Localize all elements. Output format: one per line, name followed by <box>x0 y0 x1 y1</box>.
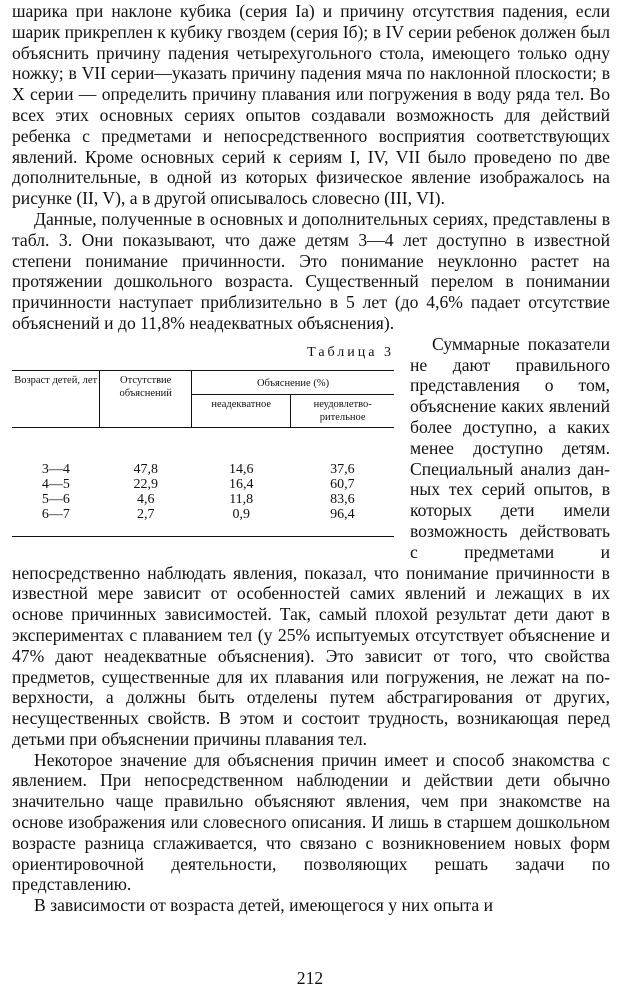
cell-unsatisfactory: 83,6 <box>330 491 355 507</box>
cell-absence: 22,9 <box>133 476 158 492</box>
header-unsatisfactory: неудовлетво-рительное <box>291 394 394 427</box>
table-row <box>12 507 394 537</box>
cell-unsatisfactory: 60,7 <box>330 476 355 492</box>
paragraph-3: Суммарные показатели не дают правильного представления о том, объяснение каких явлений более доступно, а каких менее доступно детям. Специальный анализ данных тех серий опытов, в которых дети имели возможность действовать с предметами и непосредственно наблюдать явления, показал, что понимание причинности в известной мере зависит от особенностей самих явлений и лежащих в их основе причинных зависимостей. Так, самый плохой результат дети дают в экспериментах с плаванием тел (у 25% испытуемых отсутствует объяснение и 47% дают неадекватные объяснения). Это зависит от того, что свойства предметов, существенные для их плавания или погружения, не лежат на поверхности, а должны быть отделены путем абстрагирования от других, несущественных свойств. В этом и состоит трудность, возникающая перед детьми при объяснении причины плавания тел. <box>12 333 610 749</box>
paragraph-4: Некоторое значение для объяснения причин имеет и способ знакомства с явлением. При непосредственном наблюдении и действии дети обычно значительно чаще правильно объясняют явления, чем при знакомстве на основе изображения или словесного описания. И лишь в старшем дошкольном возрасте разница сглаживается, что связано с возникновением новых форм ориентировочной деятельности, позволяющих решать задачи по представлению. <box>12 749 610 895</box>
cell-inadequate: 14,6 <box>228 461 254 477</box>
cell-inadequate: 0,9 <box>192 507 291 537</box>
table-row <box>12 477 394 492</box>
paragraph-5: В зависимости от возраста детей, имеющегося у них опыта и <box>34 895 494 916</box>
cell-age: 6—7 <box>12 507 100 537</box>
cell-inadequate: 11,8 <box>229 491 254 507</box>
page-number: 212 <box>296 968 324 988</box>
table-row <box>12 427 394 477</box>
header-inadequate: неадекватное <box>192 394 291 427</box>
cell-absence: 4,6 <box>136 491 155 507</box>
cell-absence: 47,8 <box>133 461 158 477</box>
header-explanation-group: Объяснение (%) <box>192 370 394 394</box>
header-age: Возраст детей, лет <box>12 370 100 427</box>
table-3 <box>12 344 394 537</box>
cell-unsatisfactory: 37,6 <box>330 461 355 477</box>
cell-age: 4—5 <box>41 476 70 492</box>
cell-age: 5—6 <box>41 491 70 507</box>
cell-inadequate: 16,4 <box>228 476 254 492</box>
paragraph-1: шарика при наклоне кубика (серия Iа) и причину отсутствия падения, если шарик прикреплен к кубику гвоздем (серия Iб); в IV серии ребенок должен был объяснить причину падения четырехугольного стола, имеющего только одну ножку; в VII серии—указать причину падения мяча по наклонной плоскости; в X серии — определить причину плавания или погружения в воду ряда тел. Во всех этих основных сериях опытов создавали возможность для действий ребенка с предметами и непосредственного восприятия соответствующих явлений. Кроме основных серий к сериям I, IV, VII было проведено по две дополнительные, в одной из которых физическое явление изображалось на рисунке (II, V), а в другой описывалось словесно (III, VI). <box>12 1 610 209</box>
cell-age: 3—4 <box>41 461 70 477</box>
table-caption: Таблица 3 <box>307 344 394 360</box>
paragraph-2: Данные, полученные в основных и дополнительных сериях, представлены в табл. 3. Они показывают, что даже детям 3—4 лет доступно в известной степени понимание причинности. Это понимание неуклонно растет на протяжении дошкольного возраста. Существенный перелом в понимании причинности наступает приблизительно в 5 лет (до 4,6% падает отсутствие объяснений и до 11,8% неадекватных объяснения). <box>12 208 610 333</box>
cell-unsatisfactory: 96,4 <box>291 507 394 537</box>
table-row <box>12 492 394 507</box>
header-absence: Отсутствие объяснений <box>100 370 192 427</box>
cell-absence: 2,7 <box>100 507 192 537</box>
data-table <box>12 370 394 537</box>
